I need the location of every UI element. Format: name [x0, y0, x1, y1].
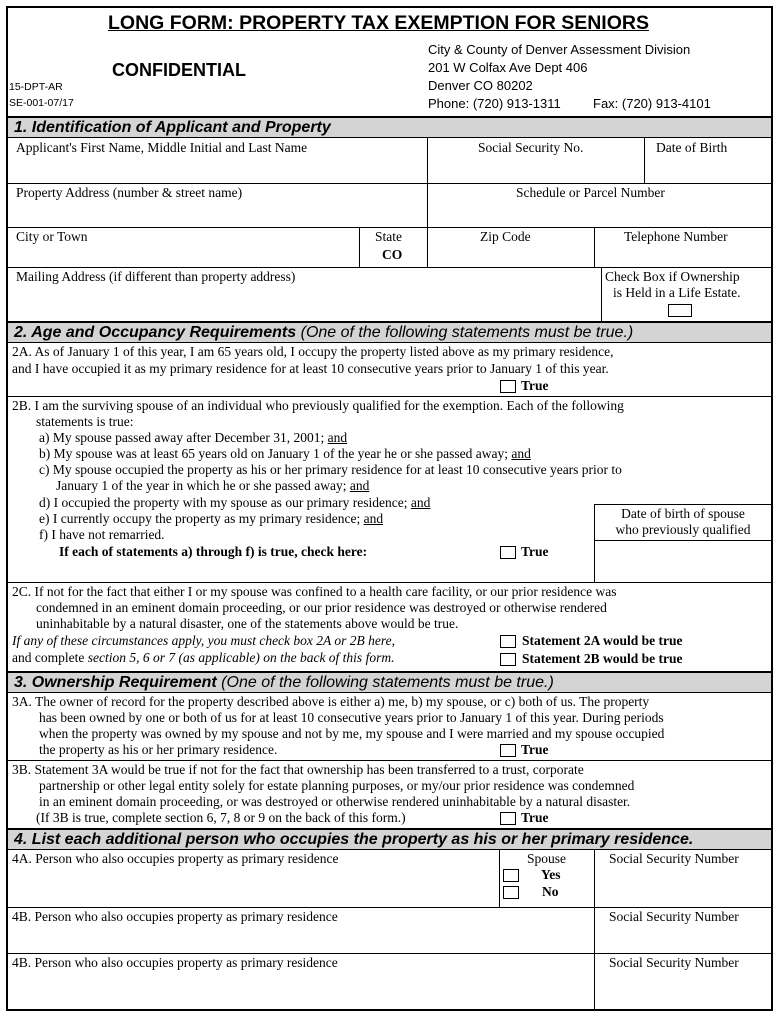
person-4a-field[interactable]: 4A. Person who also occupies property as primary residence: [12, 851, 339, 866]
stmt-2c-2a-checkbox[interactable]: [500, 635, 516, 648]
section-2-header: [8, 321, 771, 343]
ssn-4a-field[interactable]: Social Security Number: [609, 851, 739, 866]
stmt-2b-checkbox[interactable]: [500, 546, 516, 559]
ssn-4b-field-1[interactable]: Social Security Number: [609, 909, 739, 924]
state-label: State: [375, 229, 402, 244]
office-name: City & County of Denver Assessment Division: [428, 42, 691, 57]
stmt-3a-line-1: 3A. The owner of record for the property described above is either a) me, b) my spouse, or c) both of us. The property: [12, 694, 650, 709]
stmt-2b-c-1: c) My spouse occupied the property as his or her primary residence for at least 10 consecutive years prior to: [39, 462, 622, 477]
form-title: LONG FORM: PROPERTY TAX EXEMPTION FOR SENIORS: [108, 12, 649, 34]
stmt-2c-line-1: 2C. If not for the fact that either I or my spouse was confined to a health care facility, or our prior residence was: [12, 584, 617, 599]
stmt-3b-checkbox[interactable]: [500, 812, 516, 825]
stmt-3b-line-3: in an eminent domain proceeding, or was destroyed or otherwise rendered uninhabitable by a natural disaster.: [39, 794, 631, 809]
city-field[interactable]: City or Town: [16, 229, 88, 244]
zip-code-field[interactable]: Zip Code: [480, 229, 531, 244]
section-1-title: 1. Identification of Applicant and Property: [14, 119, 331, 136]
property-address-field[interactable]: Property Address (number & street name): [16, 185, 243, 200]
stmt-2c-2a-label: Statement 2A would be true: [522, 633, 683, 648]
life-estate-label-1: Check Box if Ownership: [605, 269, 740, 284]
stmt-2b-d: d) I occupied the property with my spouse as our primary residence; and: [39, 495, 431, 510]
life-estate-label-2: is Held in a Life Estate.: [613, 285, 741, 300]
stmt-3b-line-1: 3B. Statement 3A would be true if not for the fact that ownership has been transferred to a trust, corporate: [12, 762, 584, 777]
stmt-2a-checkbox[interactable]: [500, 380, 516, 393]
stmt-2b-b: b) My spouse was at least 65 years old on January 1 of the year he or she passed away; and: [39, 446, 531, 461]
spouse-dob-box[interactable]: [594, 504, 771, 583]
spouse-yes-checkbox[interactable]: [503, 869, 519, 882]
office-fax: Fax: (720) 913-4101: [593, 96, 711, 111]
stmt-2b-a: a) My spouse passed away after December 31, 2001; and: [39, 430, 348, 445]
spouse-dob-label-1: Date of birth of spouse: [621, 506, 745, 521]
stmt-2b-line-2: statements is true:: [36, 414, 134, 429]
spouse-label: Spouse: [526, 851, 566, 866]
stmt-2a-line-2: and I have occupied it as my primary residence for at least 10 consecutive years prior to January 1 of this year.: [12, 361, 609, 376]
parcel-number-field[interactable]: Schedule or Parcel Number: [516, 185, 665, 200]
section-3-subtitle: (One of the following statements must be true.): [221, 674, 554, 691]
section-2-subtitle: (One of the following statements must be true.): [300, 324, 634, 341]
spouse-no-label: No: [542, 884, 559, 899]
confidential-label: CONFIDENTIAL: [112, 60, 246, 80]
spouse-yes-label: Yes: [541, 867, 561, 882]
exemption-form: [6, 6, 773, 1011]
stmt-2c-line-3: uninhabitable by a natural disaster, one of the statements above would be true.: [36, 616, 459, 631]
stmt-2a-line-1: 2A. As of January 1 of this year, I am 65 years old, I occupy the property listed above as my primary residence,: [12, 344, 614, 359]
office-phone: Phone: (720) 913-1311: [428, 96, 561, 111]
stmt-2c-line-2: condemned in an eminent domain proceeding, or our prior residence was destroyed or otherwise rendered: [36, 600, 607, 615]
ssn-field[interactable]: Social Security No.: [478, 140, 584, 155]
ssn-4b-field-2[interactable]: Social Security Number: [609, 955, 739, 970]
stmt-2c-2b-checkbox[interactable]: [500, 653, 516, 666]
stmt-3a-line-3: when the property was owned by my spouse and not by me, my spouse and I were married and my spouse occupied: [39, 726, 665, 741]
stmt-2b-e: e) I currently occupy the property as my primary residence; and: [39, 511, 384, 526]
form-code-1: 15-DPT-AR: [9, 81, 63, 93]
stmt-2c-2b-label: Statement 2B would be true: [522, 651, 683, 666]
stmt-3b-true-label: True: [521, 810, 549, 825]
stmt-2c-line-4: If any of these circumstances apply, you must check box 2A or 2B here,: [12, 633, 396, 648]
form-code-2: SE-001-07/17: [9, 97, 74, 109]
stmt-2b-check-label: If each of statements a) through f) is true, check here:: [59, 544, 368, 559]
life-estate-checkbox[interactable]: [668, 304, 692, 317]
telephone-field[interactable]: Telephone Number: [624, 229, 728, 244]
section-2-title: 2. Age and Occupancy Requirements: [14, 324, 297, 341]
person-4b-field-2[interactable]: 4B. Person who also occupies property as primary residence: [12, 955, 338, 970]
stmt-2b-f: f) I have not remarried.: [39, 527, 165, 542]
person-4b-field-1[interactable]: 4B. Person who also occupies property as primary residence: [12, 909, 338, 924]
section-1-header: [8, 116, 771, 138]
stmt-2b-true-label: True: [521, 544, 549, 559]
section-4-header: [8, 828, 771, 850]
stmt-3a-checkbox[interactable]: [500, 744, 516, 757]
stmt-2b-line-1: 2B. I am the surviving spouse of an individual who previously qualified for the exemption. Each of the following: [12, 398, 624, 413]
stmt-3b-line-2: partnership or other legal entity solely for estate planning purposes, or my/our prior residence was condemned: [39, 778, 635, 793]
stmt-3a-line-2: has been owned by one or both of us for at least 10 consecutive years prior to January 1 of this year. During periods: [39, 710, 664, 725]
dob-field[interactable]: Date of Birth: [656, 140, 728, 155]
stmt-2c-line-5: and complete section 5, 6 or 7 (as applicable) on the back of this form.: [12, 650, 395, 665]
section-3-header: [8, 671, 771, 693]
spouse-no-checkbox[interactable]: [503, 886, 519, 899]
stmt-3b-line-4: (If 3B is true, complete section 6, 7, 8 or 9 on the back of this form.): [36, 810, 406, 825]
state-value: CO: [382, 247, 403, 262]
stmt-3a-true-label: True: [521, 742, 549, 757]
section-3-title: 3. Ownership Requirement: [14, 674, 217, 691]
stmt-2a-true-label: True: [521, 378, 549, 393]
mailing-address-field[interactable]: Mailing Address (if different than property address): [16, 269, 296, 284]
stmt-2b-c-2: January 1 of the year in which he or she passed away; and: [56, 478, 370, 493]
office-street: 201 W Colfax Ave Dept 406: [428, 60, 588, 75]
office-city: Denver CO 80202: [428, 78, 533, 93]
applicant-name-field[interactable]: Applicant's First Name, Middle Initial and Last Name: [16, 140, 308, 155]
section-4-title: 4. List each additional person who occupies the property as his or her primary residence.: [14, 831, 694, 848]
stmt-3a-line-4: the property as his or her primary residence.: [39, 742, 278, 757]
spouse-dob-label-2: who previously qualified: [615, 522, 751, 537]
